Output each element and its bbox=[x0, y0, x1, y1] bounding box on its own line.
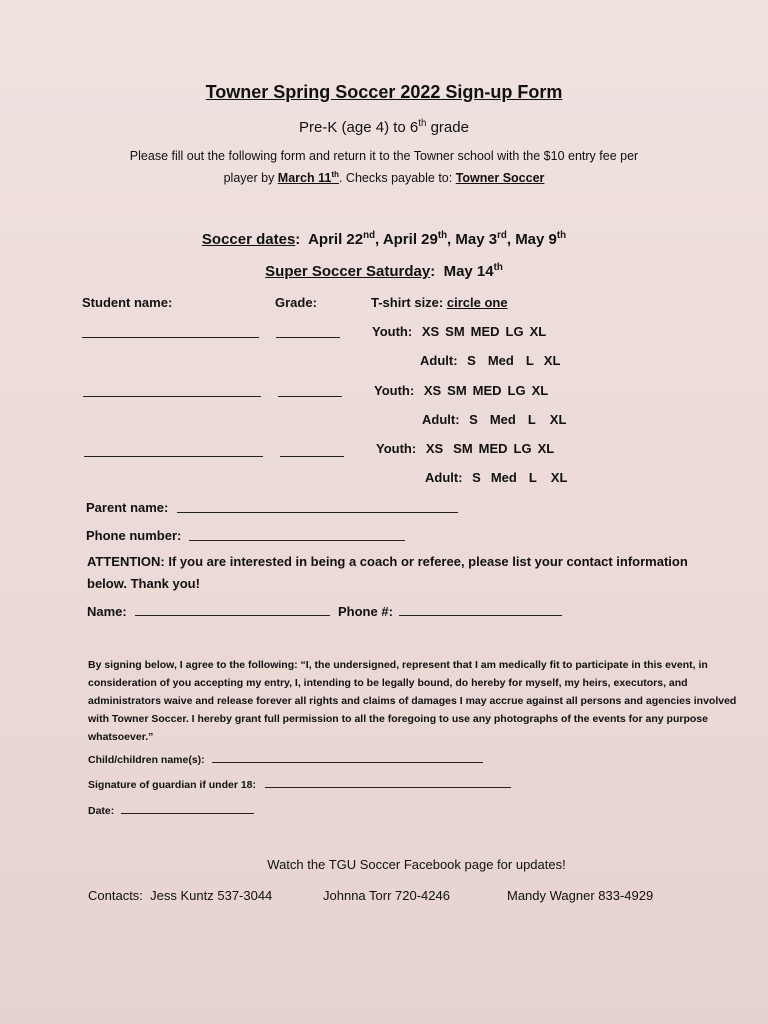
adult-sizes-3: Adult: S Med L XL bbox=[425, 470, 568, 485]
waiver-text: By signing below, I agree to the following: “I, the undersigned, represent that I am medically fit to participate in this event, in consideration of you accepting my entry, I, intending to be legally bound, do hereby for myself, my heirs, executors, and administrators waive and release forever all rights and claims of damages I may accrue against all persons and agencies involved with Towner Soccer. I hereby grant full permission to all the foregoing to use any photographs of the events for any purpose whatsoever.” bbox=[88, 659, 737, 743]
facebook-note: Watch the TGU Soccer Facebook page for updates! bbox=[267, 857, 566, 872]
attention-line-1: ATTENTION: If you are interested in being a coach or referee, please list your contact information bbox=[87, 554, 688, 569]
tshirt-header: T-shirt size: circle one bbox=[371, 295, 508, 310]
coach-name-label: Name: bbox=[87, 604, 127, 619]
parent-name-label: Parent name: bbox=[86, 500, 169, 515]
deadline: March 11th bbox=[277, 170, 339, 186]
attention-line-2: below. Thank you! bbox=[87, 576, 200, 591]
grade-line-3[interactable] bbox=[280, 456, 344, 457]
guardian-signature-label: Signature of guardian if under 18: bbox=[88, 779, 257, 791]
grade-header: Grade: bbox=[275, 295, 317, 310]
coach-name-line[interactable] bbox=[135, 615, 330, 616]
form-title: Towner Spring Soccer 2022 Sign-up Form bbox=[205, 82, 563, 102]
adult-sizes-2: Adult: S Med L XL bbox=[422, 412, 567, 427]
adult-sizes-1: Adult: S Med L XL bbox=[420, 353, 561, 368]
contact-1: Jess Kuntz 537-3044 bbox=[150, 888, 273, 903]
payable-to: Towner Soccer bbox=[455, 171, 545, 186]
super-soccer-saturday: Super Soccer Saturday: May 14th bbox=[265, 262, 503, 280]
grade-line-2[interactable] bbox=[278, 396, 342, 397]
contact-2: Johnna Torr 720-4246 bbox=[323, 888, 450, 903]
student-name-line-2[interactable] bbox=[83, 396, 261, 397]
youth-sizes-2: Youth: XS SM MED LG XL bbox=[374, 383, 549, 398]
phone-number-line[interactable] bbox=[189, 540, 405, 541]
contacts-label: Contacts: Jess Kuntz 537-3044 bbox=[88, 888, 273, 903]
parent-name-line[interactable] bbox=[177, 512, 458, 513]
guardian-signature-line[interactable] bbox=[265, 787, 511, 788]
coach-phone-line[interactable] bbox=[399, 615, 562, 616]
date-line[interactable] bbox=[121, 813, 254, 814]
youth-sizes-3: Youth: XS SM MED LG XL bbox=[376, 441, 555, 456]
grade-range: Pre-K (age 4) to 6th grade bbox=[299, 118, 469, 136]
phone-number-label: Phone number: bbox=[86, 528, 182, 543]
date-label: Date: bbox=[88, 805, 115, 817]
contact-3: Mandy Wagner 833-4929 bbox=[507, 888, 654, 903]
student-name-line-3[interactable] bbox=[84, 456, 263, 457]
youth-sizes-1: Youth: XS SM MED LG XL bbox=[372, 324, 547, 339]
instruction-line-1: Please fill out the following form and return it to the Towner school with the $10 entry fee per bbox=[129, 149, 639, 163]
student-name-line-1[interactable] bbox=[82, 337, 259, 338]
coach-phone-label: Phone #: bbox=[338, 604, 393, 619]
grade-line-1[interactable] bbox=[276, 337, 340, 338]
children-names-line[interactable] bbox=[212, 762, 483, 763]
student-name-header: Student name: bbox=[82, 295, 173, 310]
instruction-line-2: player by March 11th. Checks payable to: Towner Soccer bbox=[223, 170, 545, 186]
soccer-dates: Soccer dates: April 22nd, April 29th, May 3rd, May 9th bbox=[201, 230, 567, 248]
children-names-label: Child/children name(s): bbox=[88, 754, 205, 766]
